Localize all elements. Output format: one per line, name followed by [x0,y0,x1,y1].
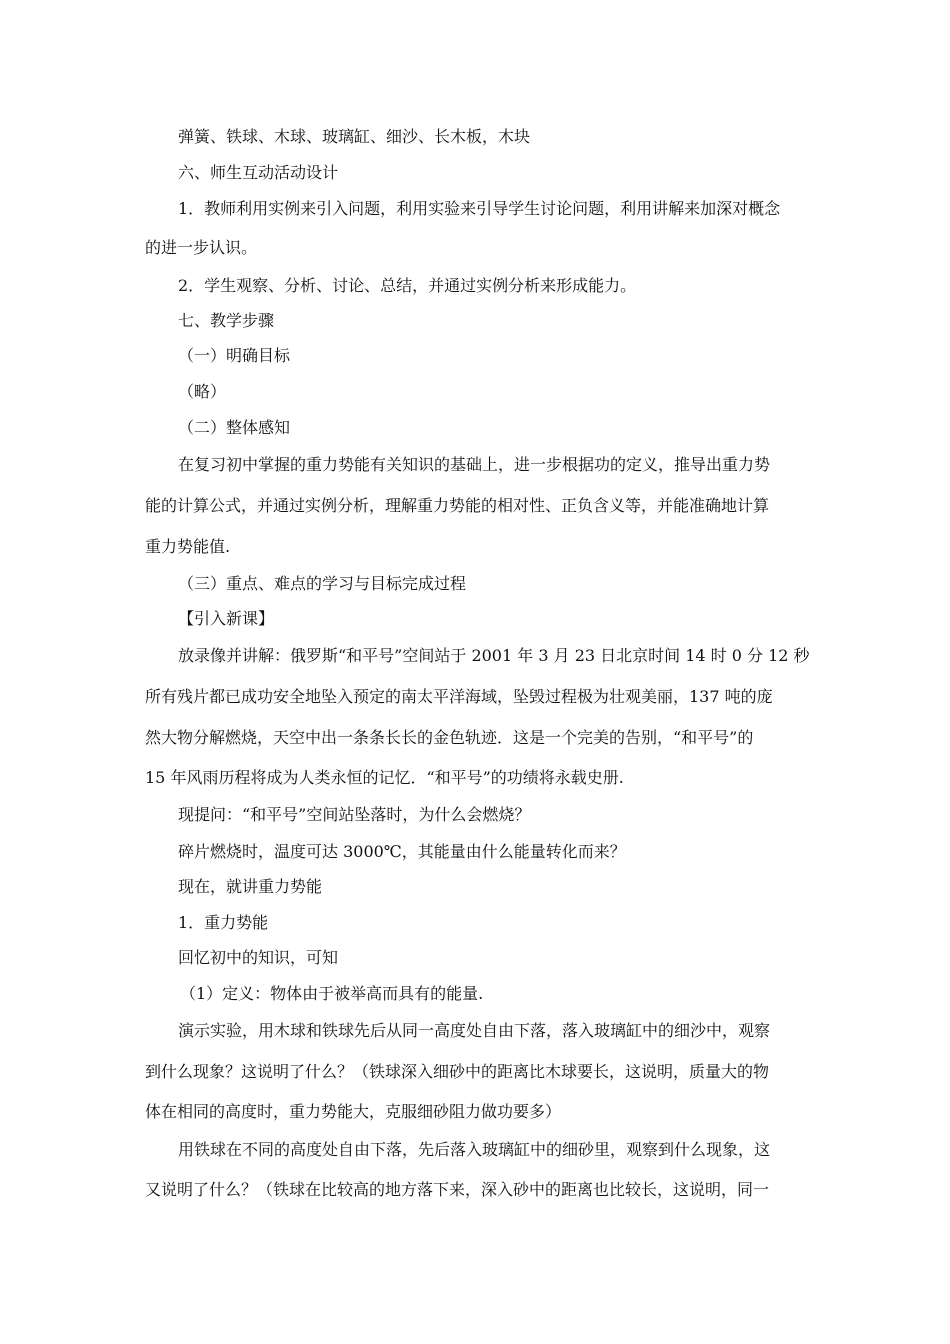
paragraph-line: 演示实验，用木球和铁球先后从同一高度处自由下落，落入玻璃缸中的细沙中，观察 [178,1021,771,1040]
paragraph-line: 所有残片都已成功安全地坠入预定的南太平洋海域，坠毁过程极为壮观美丽，137 吨的庞 [145,687,773,706]
paragraph-line: 碎片燃烧时，温度可达 3000℃，其能量由什么能量转化而来？ [178,842,626,861]
subsection-heading: 1．重力势能 [178,913,269,932]
paragraph-line: 然大物分解燃烧，天空中出一条条长长的金色轨迹．这是一个完美的告别，“和平号”的 [145,728,754,747]
paragraph-line: 在复习初中掌握的重力势能有关知识的基础上，进一步根据功的定义，推导出重力势 [178,455,771,474]
paragraph-line: 弹簧、铁球、木球、玻璃缸、细沙、长木板，木块 [178,127,531,146]
paragraph-line: 现在，就讲重力势能 [178,877,323,896]
section-heading: 七、教学步骤 [178,311,275,330]
paragraph-line: 又说明了什么？（铁球在比较高的地方落下来，深入砂中的距离也比较长，这说明，同一 [145,1180,770,1199]
paragraph-line: 体在相同的高度时，重力势能大，克服细砂阻力做功要多） [145,1102,562,1121]
paragraph-line: 能的计算公式，并通过实例分析，理解重力势能的相对性、正负含义等，并能准确地计算 [145,496,770,515]
paragraph-line: 用铁球在不同的高度处自由下落，先后落入玻璃缸中的细砂里，观察到什么现象，这 [178,1140,771,1159]
subsection-heading: （一）明确目标 [178,346,291,365]
subsection-heading: （三）重点、难点的学习与目标完成过程 [178,574,467,593]
paragraph-line: 15 年风雨历程将成为人类永恒的记忆．“和平号”的功绩将永载史册. [145,768,624,787]
paragraph-line: 现提问：“和平号”空间站坠落时，为什么会燃烧？ [178,805,531,824]
paragraph-line: （1）定义：物体由于被举高而具有的能量. [180,984,484,1003]
paragraph-line: 2．学生观察、分析、讨论、总结，并通过实例分析来形成能力。 [178,276,637,295]
paragraph-line: （略） [178,382,227,401]
paragraph-line: 1．教师利用实例来引入问题，利用实验来引导学生讨论问题，利用讲解来加深对概念 [178,199,781,218]
paragraph-line: 的进一步认识。 [145,238,258,257]
paragraph-line: 重力势能值. [145,537,231,556]
subsection-heading: （二）整体感知 [178,418,291,437]
paragraph-line: 到什么现象？这说明了什么？（铁球深入细砂中的距离比木球要长，这说明，质量大的物 [145,1062,770,1081]
section-heading: 六、师生互动活动设计 [178,163,339,182]
paragraph-line: 回忆初中的知识，可知 [178,948,339,967]
subsection-heading: 【引入新课】 [178,609,275,628]
paragraph-line: 放录像并讲解：俄罗斯“和平号”空间站于 2001 年 3 月 23 日北京时间 14 时 0 分 12 秒 [178,646,810,665]
